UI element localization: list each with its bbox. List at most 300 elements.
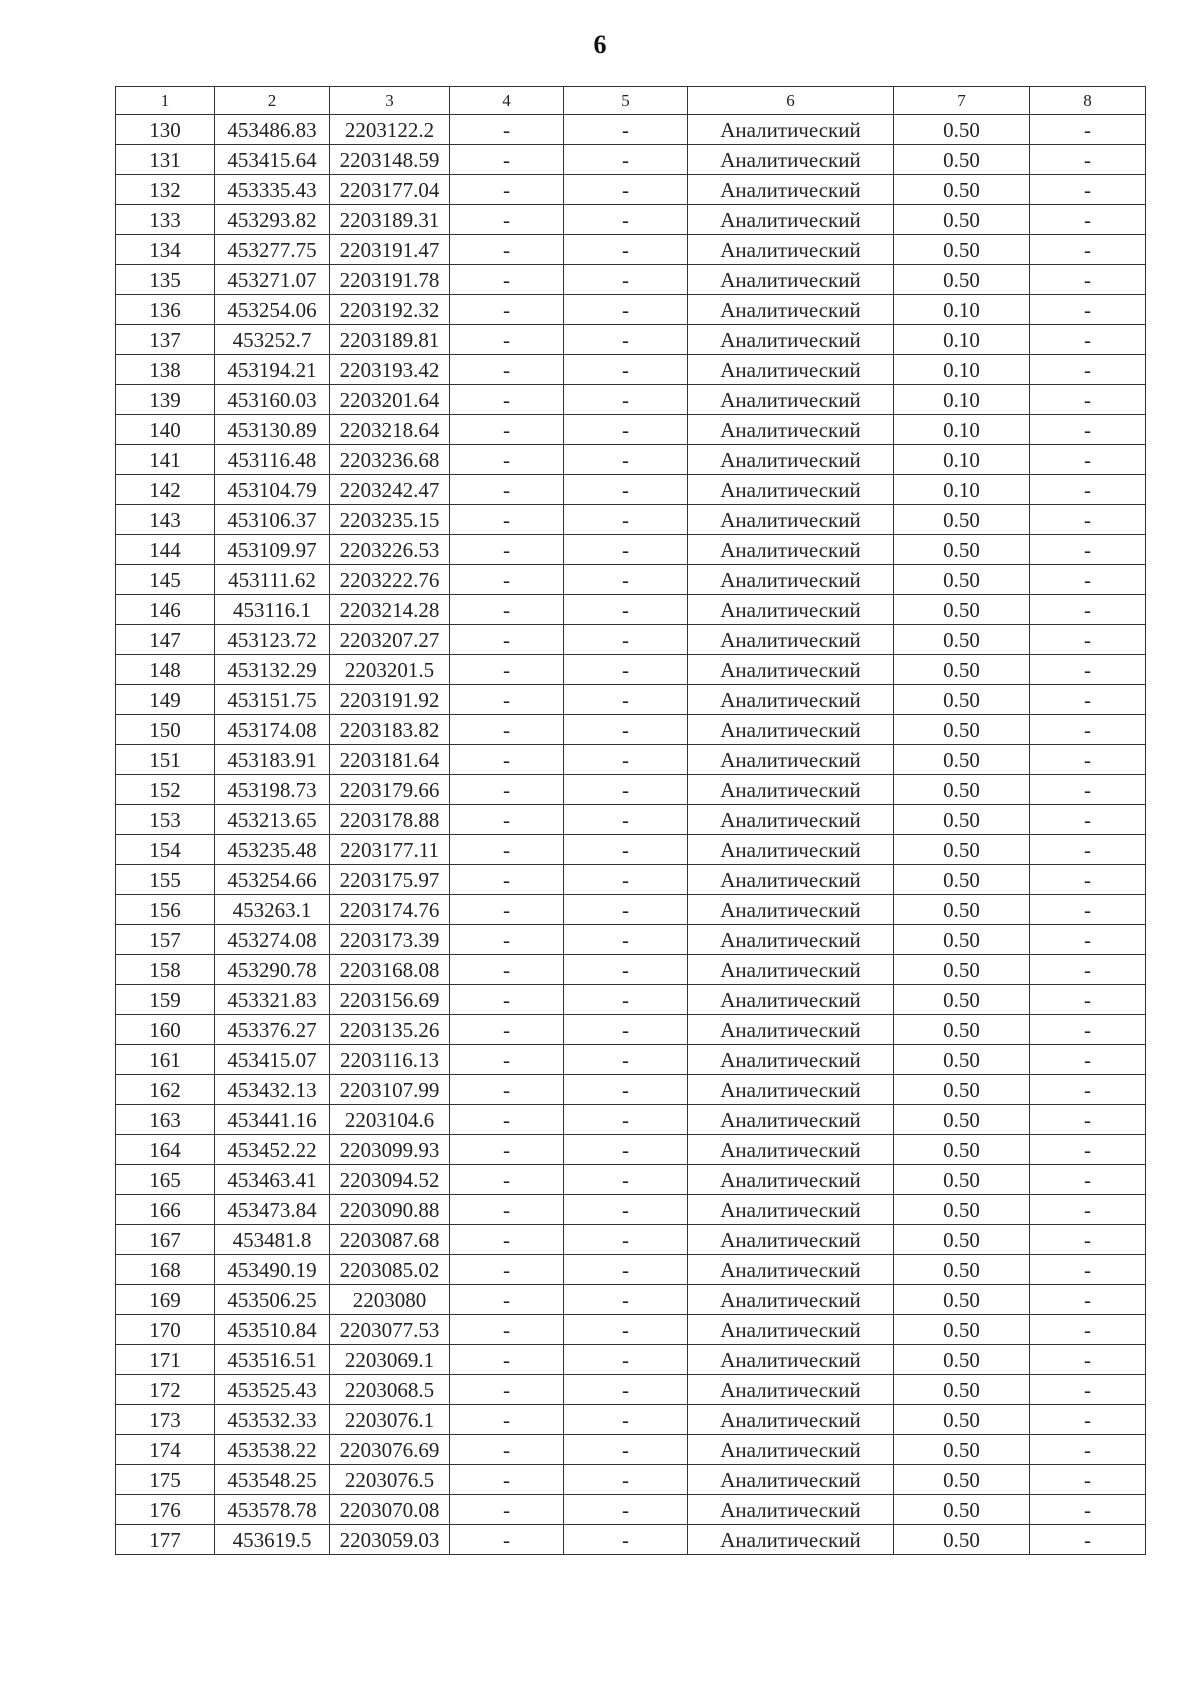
cell-point-number: 147 [116, 625, 215, 655]
cell-x-coordinate: 453335.43 [215, 175, 330, 205]
cell-accuracy: 0.50 [894, 1315, 1030, 1345]
cell-accuracy: 0.50 [894, 265, 1030, 295]
cell-col-8: - [1030, 955, 1146, 985]
cell-x-coordinate: 453198.73 [215, 775, 330, 805]
cell-method: Аналитический [688, 715, 894, 745]
cell-y-coordinate: 2203183.82 [330, 715, 450, 745]
cell-col-5: - [564, 1045, 688, 1075]
cell-y-coordinate: 2203076.5 [330, 1465, 450, 1495]
table-row [116, 685, 1146, 715]
cell-x-coordinate: 453525.43 [215, 1375, 330, 1405]
cell-col-5: - [564, 355, 688, 385]
cell-point-number: 160 [116, 1015, 215, 1045]
cell-method: Аналитический [688, 985, 894, 1015]
cell-x-coordinate: 453123.72 [215, 625, 330, 655]
cell-col-5: - [564, 1405, 688, 1435]
cell-point-number: 157 [116, 925, 215, 955]
cell-method: Аналитический [688, 475, 894, 505]
cell-x-coordinate: 453104.79 [215, 475, 330, 505]
cell-col-4: - [450, 1075, 564, 1105]
cell-x-coordinate: 453376.27 [215, 1015, 330, 1045]
cell-col-5: - [564, 145, 688, 175]
cell-method: Аналитический [688, 115, 894, 145]
cell-col-5: - [564, 385, 688, 415]
cell-col-8: - [1030, 1075, 1146, 1105]
cell-x-coordinate: 453130.89 [215, 415, 330, 445]
cell-col-4: - [450, 535, 564, 565]
cell-accuracy: 0.50 [894, 1495, 1030, 1525]
table-row [116, 865, 1146, 895]
cell-col-8: - [1030, 235, 1146, 265]
cell-method: Аналитический [688, 1375, 894, 1405]
cell-col-5: - [564, 475, 688, 505]
column-header-1: 1 [116, 87, 215, 115]
table-row [116, 1345, 1146, 1375]
cell-y-coordinate: 2203076.1 [330, 1405, 450, 1435]
table-row [116, 325, 1146, 355]
cell-accuracy: 0.10 [894, 355, 1030, 385]
cell-col-8: - [1030, 1165, 1146, 1195]
cell-col-8: - [1030, 445, 1146, 475]
cell-point-number: 167 [116, 1225, 215, 1255]
cell-col-8: - [1030, 535, 1146, 565]
cell-col-4: - [450, 295, 564, 325]
cell-col-5: - [564, 1015, 688, 1045]
cell-method: Аналитический [688, 1015, 894, 1045]
cell-x-coordinate: 453490.19 [215, 1255, 330, 1285]
cell-accuracy: 0.50 [894, 835, 1030, 865]
cell-col-5: - [564, 535, 688, 565]
cell-y-coordinate: 2203085.02 [330, 1255, 450, 1285]
cell-accuracy: 0.50 [894, 1015, 1030, 1045]
cell-col-4: - [450, 1315, 564, 1345]
cell-method: Аналитический [688, 415, 894, 445]
cell-y-coordinate: 2203077.53 [330, 1315, 450, 1345]
cell-col-5: - [564, 1135, 688, 1165]
cell-y-coordinate: 2203107.99 [330, 1075, 450, 1105]
cell-y-coordinate: 2203178.88 [330, 805, 450, 835]
cell-x-coordinate: 453254.06 [215, 295, 330, 325]
cell-accuracy: 0.50 [894, 1525, 1030, 1555]
coordinates-table [115, 86, 1146, 1555]
cell-col-8: - [1030, 715, 1146, 745]
cell-col-4: - [450, 595, 564, 625]
cell-col-4: - [450, 955, 564, 985]
cell-point-number: 136 [116, 295, 215, 325]
cell-method: Аналитический [688, 1285, 894, 1315]
table-row [116, 235, 1146, 265]
cell-col-5: - [564, 775, 688, 805]
cell-x-coordinate: 453532.33 [215, 1405, 330, 1435]
cell-accuracy: 0.50 [894, 1195, 1030, 1225]
cell-method: Аналитический [688, 1525, 894, 1555]
cell-col-4: - [450, 505, 564, 535]
cell-point-number: 135 [116, 265, 215, 295]
cell-col-4: - [450, 685, 564, 715]
column-header-8: 8 [1030, 87, 1146, 115]
cell-y-coordinate: 2203191.47 [330, 235, 450, 265]
cell-x-coordinate: 453111.62 [215, 565, 330, 595]
table-row [116, 955, 1146, 985]
table-row [116, 565, 1146, 595]
cell-col-5: - [564, 265, 688, 295]
cell-accuracy: 0.50 [894, 535, 1030, 565]
cell-method: Аналитический [688, 655, 894, 685]
cell-col-4: - [450, 385, 564, 415]
cell-col-5: - [564, 565, 688, 595]
cell-col-8: - [1030, 625, 1146, 655]
cell-x-coordinate: 453109.97 [215, 535, 330, 565]
cell-method: Аналитический [688, 625, 894, 655]
cell-col-5: - [564, 1345, 688, 1375]
cell-method: Аналитический [688, 1045, 894, 1075]
cell-col-4: - [450, 775, 564, 805]
table-row [116, 295, 1146, 325]
cell-x-coordinate: 453321.83 [215, 985, 330, 1015]
cell-x-coordinate: 453463.41 [215, 1165, 330, 1195]
cell-col-5: - [564, 1315, 688, 1345]
column-header-4: 4 [450, 87, 564, 115]
cell-point-number: 155 [116, 865, 215, 895]
table-row [116, 115, 1146, 145]
cell-method: Аналитический [688, 1495, 894, 1525]
cell-point-number: 133 [116, 205, 215, 235]
cell-x-coordinate: 453194.21 [215, 355, 330, 385]
cell-method: Аналитический [688, 1195, 894, 1225]
cell-y-coordinate: 2203094.52 [330, 1165, 450, 1195]
cell-col-8: - [1030, 1375, 1146, 1405]
cell-point-number: 159 [116, 985, 215, 1015]
cell-method: Аналитический [688, 265, 894, 295]
cell-y-coordinate: 2203174.76 [330, 895, 450, 925]
cell-y-coordinate: 2203104.6 [330, 1105, 450, 1135]
cell-x-coordinate: 453274.08 [215, 925, 330, 955]
table-row [116, 715, 1146, 745]
cell-x-coordinate: 453252.7 [215, 325, 330, 355]
cell-accuracy: 0.50 [894, 1435, 1030, 1465]
cell-col-4: - [450, 835, 564, 865]
column-header-3: 3 [330, 87, 450, 115]
cell-col-8: - [1030, 745, 1146, 775]
cell-x-coordinate: 453506.25 [215, 1285, 330, 1315]
cell-col-5: - [564, 925, 688, 955]
cell-col-4: - [450, 1285, 564, 1315]
cell-col-8: - [1030, 1105, 1146, 1135]
cell-point-number: 154 [116, 835, 215, 865]
cell-method: Аналитический [688, 505, 894, 535]
table-row [116, 415, 1146, 445]
cell-point-number: 150 [116, 715, 215, 745]
cell-accuracy: 0.10 [894, 445, 1030, 475]
cell-point-number: 139 [116, 385, 215, 415]
table-row [116, 145, 1146, 175]
cell-x-coordinate: 453432.13 [215, 1075, 330, 1105]
cell-col-4: - [450, 1045, 564, 1075]
cell-accuracy: 0.50 [894, 1345, 1030, 1375]
cell-point-number: 149 [116, 685, 215, 715]
table-row [116, 1075, 1146, 1105]
cell-accuracy: 0.50 [894, 1225, 1030, 1255]
cell-col-8: - [1030, 1045, 1146, 1075]
cell-method: Аналитический [688, 1405, 894, 1435]
cell-y-coordinate: 2203181.64 [330, 745, 450, 775]
cell-x-coordinate: 453441.16 [215, 1105, 330, 1135]
cell-y-coordinate: 2203070.08 [330, 1495, 450, 1525]
cell-col-8: - [1030, 655, 1146, 685]
cell-col-4: - [450, 1015, 564, 1045]
cell-y-coordinate: 2203080 [330, 1285, 450, 1315]
cell-col-8: - [1030, 475, 1146, 505]
cell-y-coordinate: 2203189.31 [330, 205, 450, 235]
cell-accuracy: 0.50 [894, 985, 1030, 1015]
table-row [116, 1285, 1146, 1315]
cell-x-coordinate: 453271.07 [215, 265, 330, 295]
cell-col-5: - [564, 1375, 688, 1405]
cell-point-number: 142 [116, 475, 215, 505]
cell-y-coordinate: 2203156.69 [330, 985, 450, 1015]
table-row [116, 1135, 1146, 1165]
cell-col-5: - [564, 115, 688, 145]
table-row [116, 1015, 1146, 1045]
cell-col-8: - [1030, 1525, 1146, 1555]
cell-point-number: 168 [116, 1255, 215, 1285]
cell-col-5: - [564, 1075, 688, 1105]
cell-x-coordinate: 453516.51 [215, 1345, 330, 1375]
cell-col-5: - [564, 235, 688, 265]
table-row [116, 595, 1146, 625]
cell-point-number: 153 [116, 805, 215, 835]
cell-col-8: - [1030, 385, 1146, 415]
cell-col-4: - [450, 1435, 564, 1465]
cell-col-4: - [450, 1495, 564, 1525]
cell-x-coordinate: 453452.22 [215, 1135, 330, 1165]
cell-col-4: - [450, 265, 564, 295]
cell-col-4: - [450, 1525, 564, 1555]
cell-method: Аналитический [688, 835, 894, 865]
cell-y-coordinate: 2203236.68 [330, 445, 450, 475]
cell-col-8: - [1030, 835, 1146, 865]
cell-y-coordinate: 2203116.13 [330, 1045, 450, 1075]
cell-x-coordinate: 453290.78 [215, 955, 330, 985]
table-row [116, 535, 1146, 565]
cell-method: Аналитический [688, 1135, 894, 1165]
cell-col-8: - [1030, 925, 1146, 955]
cell-point-number: 158 [116, 955, 215, 985]
table-row [116, 265, 1146, 295]
cell-method: Аналитический [688, 1105, 894, 1135]
column-header-7: 7 [894, 87, 1030, 115]
cell-col-5: - [564, 205, 688, 235]
cell-y-coordinate: 2203076.69 [330, 1435, 450, 1465]
cell-col-8: - [1030, 1465, 1146, 1495]
cell-col-4: - [450, 1105, 564, 1135]
table-row [116, 985, 1146, 1015]
cell-x-coordinate: 453548.25 [215, 1465, 330, 1495]
table-row [116, 475, 1146, 505]
cell-x-coordinate: 453578.78 [215, 1495, 330, 1525]
table-row [116, 1195, 1146, 1225]
cell-accuracy: 0.50 [894, 625, 1030, 655]
cell-col-4: - [450, 205, 564, 235]
cell-y-coordinate: 2203090.88 [330, 1195, 450, 1225]
cell-accuracy: 0.50 [894, 1075, 1030, 1105]
cell-method: Аналитический [688, 1465, 894, 1495]
cell-method: Аналитический [688, 325, 894, 355]
cell-point-number: 131 [116, 145, 215, 175]
cell-method: Аналитический [688, 175, 894, 205]
cell-col-8: - [1030, 1435, 1146, 1465]
cell-col-4: - [450, 655, 564, 685]
cell-point-number: 166 [116, 1195, 215, 1225]
table-row [116, 1105, 1146, 1135]
header-row [116, 87, 1146, 115]
table-row [116, 925, 1146, 955]
cell-point-number: 143 [116, 505, 215, 535]
table-row [116, 775, 1146, 805]
cell-point-number: 175 [116, 1465, 215, 1495]
cell-accuracy: 0.50 [894, 1375, 1030, 1405]
cell-col-5: - [564, 865, 688, 895]
table-row [116, 805, 1146, 835]
cell-col-8: - [1030, 1285, 1146, 1315]
cell-col-4: - [450, 475, 564, 505]
cell-accuracy: 0.50 [894, 1465, 1030, 1495]
cell-col-5: - [564, 595, 688, 625]
cell-y-coordinate: 2203175.97 [330, 865, 450, 895]
cell-method: Аналитический [688, 145, 894, 175]
cell-x-coordinate: 453254.66 [215, 865, 330, 895]
cell-accuracy: 0.50 [894, 865, 1030, 895]
cell-col-8: - [1030, 265, 1146, 295]
cell-accuracy: 0.50 [894, 1405, 1030, 1435]
cell-col-4: - [450, 1375, 564, 1405]
cell-method: Аналитический [688, 535, 894, 565]
cell-col-4: - [450, 985, 564, 1015]
cell-point-number: 169 [116, 1285, 215, 1315]
cell-col-8: - [1030, 205, 1146, 235]
cell-point-number: 146 [116, 595, 215, 625]
table-row [116, 1405, 1146, 1435]
table-row [116, 625, 1146, 655]
cell-col-4: - [450, 175, 564, 205]
cell-col-4: - [450, 715, 564, 745]
cell-col-8: - [1030, 1315, 1146, 1345]
table-row [116, 175, 1146, 205]
cell-col-8: - [1030, 595, 1146, 625]
table-row [116, 835, 1146, 865]
cell-col-4: - [450, 1405, 564, 1435]
cell-x-coordinate: 453263.1 [215, 895, 330, 925]
cell-x-coordinate: 453415.07 [215, 1045, 330, 1075]
cell-col-4: - [450, 895, 564, 925]
cell-y-coordinate: 2203201.5 [330, 655, 450, 685]
cell-col-8: - [1030, 1255, 1146, 1285]
cell-y-coordinate: 2203192.32 [330, 295, 450, 325]
cell-col-5: - [564, 805, 688, 835]
cell-col-4: - [450, 1165, 564, 1195]
cell-y-coordinate: 2203218.64 [330, 415, 450, 445]
cell-col-5: - [564, 1195, 688, 1225]
table-row [116, 505, 1146, 535]
cell-col-8: - [1030, 1135, 1146, 1165]
cell-point-number: 151 [116, 745, 215, 775]
cell-col-5: - [564, 445, 688, 475]
cell-x-coordinate: 453116.1 [215, 595, 330, 625]
cell-method: Аналитический [688, 355, 894, 385]
cell-method: Аналитический [688, 295, 894, 325]
table-row [116, 1255, 1146, 1285]
cell-method: Аналитический [688, 1255, 894, 1285]
cell-x-coordinate: 453174.08 [215, 715, 330, 745]
cell-point-number: 132 [116, 175, 215, 205]
table-row [116, 1465, 1146, 1495]
cell-col-5: - [564, 955, 688, 985]
cell-col-5: - [564, 985, 688, 1015]
cell-y-coordinate: 2203069.1 [330, 1345, 450, 1375]
cell-x-coordinate: 453277.75 [215, 235, 330, 265]
cell-method: Аналитический [688, 745, 894, 775]
cell-y-coordinate: 2203135.26 [330, 1015, 450, 1045]
cell-col-5: - [564, 895, 688, 925]
table-row [116, 205, 1146, 235]
cell-accuracy: 0.10 [894, 415, 1030, 445]
cell-col-4: - [450, 145, 564, 175]
cell-col-8: - [1030, 1195, 1146, 1225]
cell-point-number: 174 [116, 1435, 215, 1465]
cell-y-coordinate: 2203099.93 [330, 1135, 450, 1165]
cell-y-coordinate: 2203148.59 [330, 145, 450, 175]
cell-col-8: - [1030, 985, 1146, 1015]
cell-y-coordinate: 2203179.66 [330, 775, 450, 805]
cell-x-coordinate: 453160.03 [215, 385, 330, 415]
cell-accuracy: 0.10 [894, 385, 1030, 415]
cell-point-number: 130 [116, 115, 215, 145]
cell-col-5: - [564, 1285, 688, 1315]
cell-y-coordinate: 2203168.08 [330, 955, 450, 985]
cell-method: Аналитический [688, 805, 894, 835]
cell-accuracy: 0.50 [894, 925, 1030, 955]
table-row [116, 655, 1146, 685]
cell-method: Аналитический [688, 1225, 894, 1255]
cell-method: Аналитический [688, 595, 894, 625]
cell-point-number: 163 [116, 1105, 215, 1135]
cell-point-number: 164 [116, 1135, 215, 1165]
cell-accuracy: 0.50 [894, 655, 1030, 685]
cell-point-number: 171 [116, 1345, 215, 1375]
cell-x-coordinate: 453486.83 [215, 115, 330, 145]
cell-col-8: - [1030, 775, 1146, 805]
cell-col-5: - [564, 1255, 688, 1285]
cell-col-8: - [1030, 175, 1146, 205]
cell-col-4: - [450, 865, 564, 895]
cell-col-4: - [450, 235, 564, 265]
cell-method: Аналитический [688, 565, 894, 595]
table-row [116, 385, 1146, 415]
cell-col-5: - [564, 1165, 688, 1195]
cell-col-8: - [1030, 1495, 1146, 1525]
cell-x-coordinate: 453183.91 [215, 745, 330, 775]
cell-accuracy: 0.50 [894, 565, 1030, 595]
cell-col-4: - [450, 115, 564, 145]
cell-accuracy: 0.50 [894, 505, 1030, 535]
cell-col-5: - [564, 325, 688, 355]
cell-point-number: 145 [116, 565, 215, 595]
cell-col-4: - [450, 1135, 564, 1165]
cell-method: Аналитический [688, 1075, 894, 1105]
table-row [116, 1045, 1146, 1075]
cell-method: Аналитический [688, 1165, 894, 1195]
table-row [116, 445, 1146, 475]
